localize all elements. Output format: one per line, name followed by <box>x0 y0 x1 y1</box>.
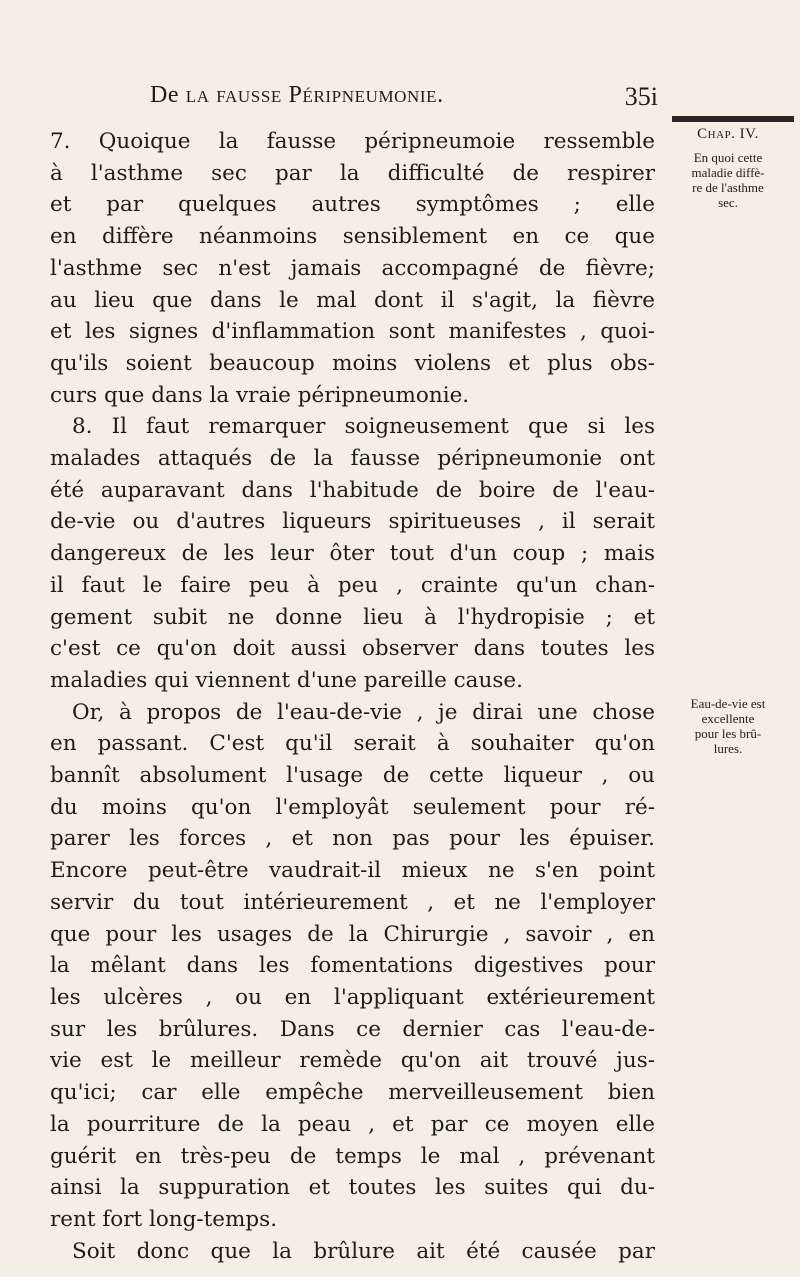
text-line: au lieu que dans le mal dont il s'agit, la fièvre <box>50 287 655 313</box>
text-line: que pour les usages de la Chirurgie , savoir , en <box>50 921 655 947</box>
margin-note-asthma <box>662 150 794 210</box>
running-header <box>150 82 658 122</box>
title-prefix: De <box>150 82 180 108</box>
text-line: de-vie ou d'autres liqueurs spiritueuses , il serait <box>50 509 655 535</box>
title-suffix: Péripneumonie. <box>288 82 444 108</box>
margin-note-eau-de-vie <box>662 696 794 756</box>
body-text <box>50 126 655 1267</box>
text-line: été auparavant dans l'habitude de boire de l'eau- <box>50 477 655 503</box>
text-line: rent fort long-temps. <box>50 1206 278 1232</box>
chapter-label: Chap. IV. <box>697 126 759 142</box>
text-line: la mêlant dans les fomentations digestives pour <box>50 953 655 979</box>
text-line: Soit donc que la brûlure ait été causée par <box>72 1238 655 1264</box>
text-line: sur les brûlures. Dans ce dernier cas l'eau-de- <box>50 1016 655 1042</box>
text-line: et par quelques autres symptômes ; elle <box>50 192 655 218</box>
title-middle: la fausse <box>185 82 282 108</box>
text-line: malades attaqués de la fausse péripneumonie ont <box>50 446 655 472</box>
text-line: c'est ce qu'on doit aussi observer dans toutes les <box>50 636 655 662</box>
text-line: dangereux de les leur ôter tout d'un coup ; mais <box>50 541 655 567</box>
text-line: parer les forces , et non pas pour les épuiser. <box>50 826 655 852</box>
text-line: qu'ici; car elle empêche merveilleusement bien <box>50 1080 655 1106</box>
text-line: l'asthme sec n'est jamais accompagné de fièvre; <box>50 255 655 281</box>
text-line: et les signes d'inflammation sont manifestes , quoi- <box>50 319 655 345</box>
text-line: qu'ils soient beaucoup moins violens et plus obs- <box>50 350 655 376</box>
margin-note-line: En quoi cette <box>693 150 763 165</box>
text-line: les ulcères , ou en l'appliquant extérieurement <box>50 984 655 1010</box>
text-line: en passant. C'est qu'il serait à souhaiter qu'on <box>50 731 655 757</box>
text-line: guérit en très-peu de temps le mal , prévenant <box>50 1143 655 1169</box>
margin-note-line: Eau-de-vie est <box>690 696 766 711</box>
margin-note-line: excellente <box>701 711 755 726</box>
margin-note-line: sec. <box>718 195 738 210</box>
text-line: ainsi la suppuration et toutes les suites qui du- <box>50 1175 655 1201</box>
text-line: du moins qu'on l'employât seulement pour ré- <box>50 794 655 820</box>
margin-chapter <box>662 126 794 143</box>
page-number: 35i <box>624 82 658 111</box>
text-line: vie est le meilleur remède qu'on ait trouvé jus- <box>50 1048 655 1074</box>
text-line: en diffère néanmoins sensiblement en ce que <box>50 224 655 250</box>
text-line: à l'asthme sec par la difficulté de respirer <box>50 160 655 186</box>
text-line: maladies qui viennent d'une pareille cause. <box>50 667 523 693</box>
margin-note-line: re de l'asthme <box>692 180 764 195</box>
text-line: Or, à propos de l'eau-de-vie , je dirai une chose <box>72 699 655 725</box>
margin-rule <box>672 116 794 122</box>
margin-note-line: pour les brû- <box>694 726 762 741</box>
text-line: 8. Il faut remarquer soigneusement que si les <box>72 414 655 440</box>
text-line: la pourriture de la peau , et par ce moyen elle <box>50 1111 655 1137</box>
text-line: 7. Quoique la fausse péripneumoie ressemble <box>50 129 655 154</box>
margin-note-line: maladie diffè- <box>691 165 765 180</box>
text-line: il faut le faire peu à peu , crainte qu'un chan- <box>50 572 655 598</box>
text-line: servir du tout intérieurement , et ne l'employer <box>50 889 655 915</box>
text-line: bannît absolument l'usage de cette liqueur , ou <box>50 763 655 789</box>
margin-note-line: lures. <box>713 741 743 756</box>
text-line: gement subit ne donne lieu à l'hydropisie ; et <box>50 604 655 630</box>
text-line: curs que dans la vraie péripneumonie. <box>50 382 470 408</box>
text-line: Encore peut-être vaudrait-il mieux ne s'en point <box>50 858 655 884</box>
running-title <box>150 82 444 109</box>
